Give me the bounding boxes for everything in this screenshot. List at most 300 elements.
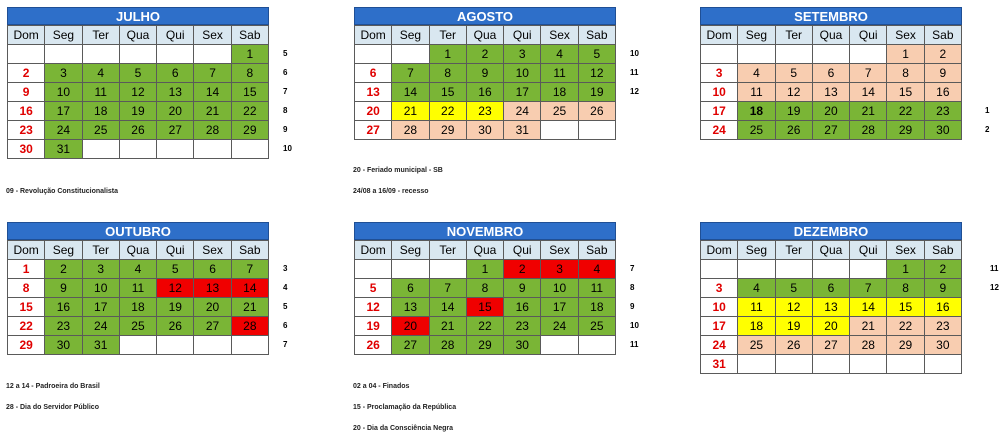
week-row — [8, 83, 269, 102]
day-cell: 15 — [887, 83, 924, 102]
day-cell: 11 — [738, 83, 775, 102]
weekday-header: Sex — [194, 241, 231, 260]
day-cell: 10 — [541, 279, 578, 298]
week-number: 6 — [283, 321, 288, 330]
weekday-header: Sex — [541, 26, 578, 45]
week-row — [701, 121, 962, 140]
day-cell: 1 — [8, 260, 45, 279]
day-cell: 25 — [119, 317, 156, 336]
day-cell — [541, 336, 578, 355]
day-cell: 28 — [850, 336, 887, 355]
weekday-header: Seg — [392, 26, 429, 45]
day-cell: 18 — [541, 83, 578, 102]
month-title: JULHO — [7, 7, 269, 25]
day-cell: 6 — [812, 279, 849, 298]
day-cell — [119, 140, 156, 159]
day-cell: 8 — [887, 279, 924, 298]
day-cell: 4 — [738, 279, 775, 298]
weekday-header: Sex — [541, 241, 578, 260]
weekday-header: Ter — [82, 26, 119, 45]
day-cell: 11 — [119, 279, 156, 298]
weekday-header: Sab — [578, 241, 615, 260]
week-number: 10 — [630, 321, 639, 330]
day-cell — [812, 45, 849, 64]
day-cell: 29 — [887, 336, 924, 355]
day-cell: 13 — [392, 298, 429, 317]
day-cell: 21 — [850, 102, 887, 121]
weekday-header: Seg — [392, 241, 429, 260]
month-title: AGOSTO — [354, 7, 616, 25]
day-cell: 21 — [392, 102, 429, 121]
week-numbers — [283, 44, 292, 158]
day-cell: 8 — [887, 64, 924, 83]
week-number: 1 — [985, 106, 990, 115]
week-number: 8 — [630, 283, 635, 292]
day-cell — [775, 45, 812, 64]
week-row — [355, 298, 616, 317]
week-number: 10 — [630, 49, 639, 58]
day-cell: 26 — [775, 336, 812, 355]
week-number — [630, 354, 639, 373]
day-cell — [157, 336, 194, 355]
day-cell: 5 — [578, 45, 615, 64]
day-cell: 23 — [8, 121, 45, 140]
day-cell: 15 — [887, 298, 924, 317]
day-cell: 10 — [82, 279, 119, 298]
day-cell: 10 — [701, 298, 738, 317]
day-cell: 24 — [504, 102, 541, 121]
day-cell: 19 — [578, 83, 615, 102]
day-cell: 23 — [466, 102, 503, 121]
day-cell — [355, 260, 392, 279]
day-cell — [775, 355, 812, 374]
day-cell: 22 — [887, 317, 924, 336]
day-cell: 12 — [775, 83, 812, 102]
weekday-header: Qui — [157, 241, 194, 260]
week-row — [8, 45, 269, 64]
day-cell: 18 — [82, 102, 119, 121]
day-cell: 8 — [466, 279, 503, 298]
day-cell: 27 — [355, 121, 392, 140]
week-number: 7 — [630, 264, 635, 273]
month-julho — [7, 7, 269, 159]
day-cell: 28 — [392, 121, 429, 140]
day-cell: 29 — [887, 121, 924, 140]
day-cell: 10 — [504, 64, 541, 83]
weekday-header: Ter — [82, 241, 119, 260]
month-title: OUTUBRO — [7, 222, 269, 240]
weekday-header: Dom — [701, 26, 738, 45]
day-cell — [738, 355, 775, 374]
day-cell — [157, 140, 194, 159]
weekday-header: Ter — [775, 26, 812, 45]
day-cell: 25 — [541, 102, 578, 121]
weekday-header: Qui — [157, 26, 194, 45]
day-cell: 13 — [812, 298, 849, 317]
day-cell: 9 — [45, 279, 82, 298]
day-cell: 14 — [429, 298, 466, 317]
day-cell: 24 — [701, 121, 738, 140]
month-title: NOVEMBRO — [354, 222, 616, 240]
day-cell: 26 — [775, 121, 812, 140]
day-cell: 20 — [812, 102, 849, 121]
week-number: 12 — [990, 283, 999, 292]
weekday-header: Dom — [8, 241, 45, 260]
weekday-header: Dom — [355, 241, 392, 260]
day-cell: 22 — [8, 317, 45, 336]
day-cell: 7 — [850, 279, 887, 298]
day-cell: 11 — [738, 298, 775, 317]
day-cell: 11 — [578, 279, 615, 298]
weekday-header: Seg — [45, 26, 82, 45]
day-cell — [578, 121, 615, 140]
day-cell: 18 — [119, 298, 156, 317]
weekday-header: Ter — [429, 241, 466, 260]
day-cell: 7 — [429, 279, 466, 298]
day-cell: 20 — [157, 102, 194, 121]
day-cell: 2 — [504, 260, 541, 279]
day-cell: 30 — [466, 121, 503, 140]
day-cell — [578, 336, 615, 355]
day-cell: 16 — [45, 298, 82, 317]
week-row — [355, 336, 616, 355]
day-cell: 31 — [45, 140, 82, 159]
day-cell: 14 — [194, 83, 231, 102]
month-title: SETEMBRO — [700, 7, 962, 25]
week-number — [630, 120, 639, 139]
month-grid — [7, 25, 269, 159]
day-cell — [392, 260, 429, 279]
day-cell: 6 — [157, 64, 194, 83]
week-number: 2 — [985, 125, 990, 134]
day-cell: 3 — [504, 45, 541, 64]
day-cell: 27 — [392, 336, 429, 355]
day-cell — [738, 260, 775, 279]
day-cell: 20 — [194, 298, 231, 317]
weekday-header: Qua — [466, 241, 503, 260]
day-cell: 1 — [887, 45, 924, 64]
weekday-header: Qua — [119, 241, 156, 260]
week-number: 11 — [630, 68, 639, 77]
week-number: 5 — [283, 302, 288, 311]
week-row — [355, 64, 616, 83]
day-cell: 10 — [701, 83, 738, 102]
day-cell — [887, 355, 924, 374]
day-cell — [429, 260, 466, 279]
day-cell: 31 — [82, 336, 119, 355]
day-cell: 27 — [194, 317, 231, 336]
day-cell: 3 — [701, 64, 738, 83]
day-cell — [194, 45, 231, 64]
day-cell — [775, 260, 812, 279]
week-row — [355, 121, 616, 140]
week-row — [8, 102, 269, 121]
day-cell: 21 — [231, 298, 268, 317]
week-numbers — [630, 44, 639, 158]
day-cell: 16 — [466, 83, 503, 102]
day-cell: 13 — [355, 83, 392, 102]
week-row — [701, 45, 962, 64]
week-row — [8, 336, 269, 355]
day-cell: 15 — [8, 298, 45, 317]
week-row — [355, 83, 616, 102]
day-cell: 17 — [701, 102, 738, 121]
day-cell: 23 — [504, 317, 541, 336]
weekday-header: Sab — [578, 26, 615, 45]
day-cell: 6 — [355, 64, 392, 83]
day-cell: 13 — [812, 83, 849, 102]
day-cell: 19 — [775, 102, 812, 121]
month-dezembro — [700, 222, 962, 374]
weekday-header: Dom — [701, 241, 738, 260]
day-cell: 20 — [355, 102, 392, 121]
week-number: 8 — [283, 106, 288, 115]
week-row — [701, 279, 962, 298]
day-cell: 7 — [392, 64, 429, 83]
day-cell: 19 — [119, 102, 156, 121]
day-cell: 7 — [194, 64, 231, 83]
day-cell: 3 — [45, 64, 82, 83]
weekday-header: Qua — [119, 26, 156, 45]
week-row — [355, 317, 616, 336]
week-number — [985, 82, 989, 101]
day-cell: 29 — [8, 336, 45, 355]
day-cell: 6 — [812, 64, 849, 83]
day-cell — [231, 336, 268, 355]
day-cell — [82, 140, 119, 159]
weekday-header: Dom — [8, 26, 45, 45]
day-cell — [392, 45, 429, 64]
month-grid — [700, 25, 962, 140]
week-numbers — [990, 259, 999, 373]
day-cell: 23 — [924, 317, 961, 336]
month-grid — [7, 240, 269, 355]
holiday-note: 28 - Dia do Servidor Público — [6, 404, 99, 411]
day-cell — [541, 121, 578, 140]
day-cell: 4 — [578, 260, 615, 279]
day-cell: 10 — [45, 83, 82, 102]
day-cell: 30 — [924, 336, 961, 355]
day-cell: 23 — [45, 317, 82, 336]
week-row — [8, 298, 269, 317]
holiday-note: 15 - Proclamação da República — [353, 404, 457, 411]
day-cell: 16 — [924, 298, 961, 317]
week-row — [701, 83, 962, 102]
week-number: 10 — [283, 144, 292, 153]
week-row — [701, 317, 962, 336]
day-cell: 28 — [850, 121, 887, 140]
day-cell: 22 — [231, 102, 268, 121]
month-outubro — [7, 222, 269, 355]
day-cell: 9 — [504, 279, 541, 298]
week-row — [355, 260, 616, 279]
day-cell: 2 — [924, 45, 961, 64]
day-cell — [82, 45, 119, 64]
day-cell: 12 — [355, 298, 392, 317]
day-cell: 1 — [466, 260, 503, 279]
week-number — [990, 354, 999, 373]
week-row — [8, 317, 269, 336]
week-number: 6 — [283, 68, 288, 77]
weekday-header: Ter — [429, 26, 466, 45]
day-cell — [119, 45, 156, 64]
day-cell — [701, 260, 738, 279]
day-cell: 11 — [541, 64, 578, 83]
day-cell — [850, 355, 887, 374]
day-cell: 19 — [157, 298, 194, 317]
day-cell: 29 — [429, 121, 466, 140]
day-cell: 17 — [541, 298, 578, 317]
day-cell: 15 — [466, 298, 503, 317]
day-cell: 28 — [429, 336, 466, 355]
day-cell: 27 — [812, 336, 849, 355]
weekday-header: Sab — [924, 26, 961, 45]
week-number: 9 — [630, 302, 635, 311]
day-cell — [194, 140, 231, 159]
day-cell: 4 — [119, 260, 156, 279]
day-cell: 17 — [45, 102, 82, 121]
weekday-header: Ter — [775, 241, 812, 260]
week-number — [283, 354, 287, 373]
weekday-header: Qui — [850, 26, 887, 45]
day-cell — [850, 45, 887, 64]
day-cell — [119, 336, 156, 355]
day-cell: 1 — [887, 260, 924, 279]
day-cell: 5 — [119, 64, 156, 83]
week-numbers — [283, 259, 287, 373]
week-number — [630, 101, 639, 120]
day-cell: 5 — [775, 64, 812, 83]
day-cell: 8 — [429, 64, 466, 83]
day-cell: 25 — [738, 336, 775, 355]
day-cell: 2 — [466, 45, 503, 64]
day-cell — [231, 140, 268, 159]
weekday-header: Qui — [504, 241, 541, 260]
day-cell: 2 — [45, 260, 82, 279]
day-cell: 16 — [504, 298, 541, 317]
weekday-header: Sab — [231, 26, 268, 45]
day-cell: 3 — [541, 260, 578, 279]
day-cell: 11 — [82, 83, 119, 102]
day-cell: 30 — [924, 121, 961, 140]
day-cell: 15 — [231, 83, 268, 102]
day-cell: 30 — [8, 140, 45, 159]
holiday-note: 12 a 14 - Padroeira do Brasil — [6, 383, 100, 390]
day-cell: 20 — [392, 317, 429, 336]
day-cell: 21 — [194, 102, 231, 121]
week-row — [701, 260, 962, 279]
day-cell: 25 — [578, 317, 615, 336]
day-cell: 2 — [8, 64, 45, 83]
week-row — [8, 279, 269, 298]
holiday-note: 20 - Dia da Consciência Negra — [353, 425, 453, 432]
month-grid — [700, 240, 962, 374]
week-row — [701, 336, 962, 355]
day-cell: 14 — [850, 298, 887, 317]
day-cell — [924, 355, 961, 374]
week-numbers — [630, 259, 639, 373]
weekday-header: Qui — [850, 241, 887, 260]
day-cell: 7 — [850, 64, 887, 83]
week-number: 9 — [283, 125, 288, 134]
day-cell: 24 — [541, 317, 578, 336]
day-cell: 30 — [45, 336, 82, 355]
day-cell — [8, 45, 45, 64]
week-row — [701, 64, 962, 83]
weekday-header: Sab — [924, 241, 961, 260]
week-number: 3 — [283, 264, 288, 273]
week-row — [355, 102, 616, 121]
day-cell — [850, 260, 887, 279]
day-cell: 12 — [578, 64, 615, 83]
day-cell: 5 — [355, 279, 392, 298]
holiday-note: 24/08 a 16/09 - recesso — [353, 188, 429, 195]
month-novembro — [354, 222, 616, 355]
week-number — [990, 316, 999, 335]
month-grid — [354, 25, 616, 140]
day-cell: 6 — [392, 279, 429, 298]
day-cell: 18 — [738, 102, 775, 121]
day-cell: 22 — [466, 317, 503, 336]
day-cell: 22 — [429, 102, 466, 121]
day-cell: 26 — [355, 336, 392, 355]
day-cell: 7 — [231, 260, 268, 279]
month-setembro — [700, 7, 962, 140]
day-cell: 18 — [738, 317, 775, 336]
day-cell: 26 — [578, 102, 615, 121]
week-row — [701, 298, 962, 317]
week-row — [355, 279, 616, 298]
day-cell: 30 — [504, 336, 541, 355]
day-cell: 9 — [924, 64, 961, 83]
day-cell: 23 — [924, 102, 961, 121]
week-number — [990, 297, 999, 316]
day-cell: 1 — [429, 45, 466, 64]
day-cell: 15 — [429, 83, 466, 102]
week-row — [8, 121, 269, 140]
week-row — [701, 355, 962, 374]
week-row — [8, 260, 269, 279]
day-cell: 14 — [231, 279, 268, 298]
day-cell: 4 — [738, 64, 775, 83]
day-cell: 19 — [775, 317, 812, 336]
day-cell: 5 — [775, 279, 812, 298]
day-cell — [355, 45, 392, 64]
day-cell: 9 — [466, 64, 503, 83]
week-number — [990, 335, 999, 354]
weekday-header: Qua — [812, 241, 849, 260]
day-cell: 14 — [850, 83, 887, 102]
day-cell: 26 — [119, 121, 156, 140]
day-cell — [738, 45, 775, 64]
week-row — [8, 140, 269, 159]
day-cell: 16 — [8, 102, 45, 121]
day-cell — [701, 45, 738, 64]
day-cell — [157, 45, 194, 64]
holiday-note: 02 a 04 - Finados — [353, 383, 410, 390]
day-cell: 9 — [8, 83, 45, 102]
weekday-header: Sex — [194, 26, 231, 45]
weekday-header: Sex — [887, 241, 924, 260]
day-cell: 13 — [194, 279, 231, 298]
day-cell: 6 — [194, 260, 231, 279]
week-row — [8, 64, 269, 83]
week-number: 4 — [283, 283, 288, 292]
holiday-note: 09 - Revolução Constitucionalista — [6, 188, 119, 195]
day-cell: 31 — [504, 121, 541, 140]
day-cell: 21 — [429, 317, 466, 336]
day-cell — [812, 355, 849, 374]
